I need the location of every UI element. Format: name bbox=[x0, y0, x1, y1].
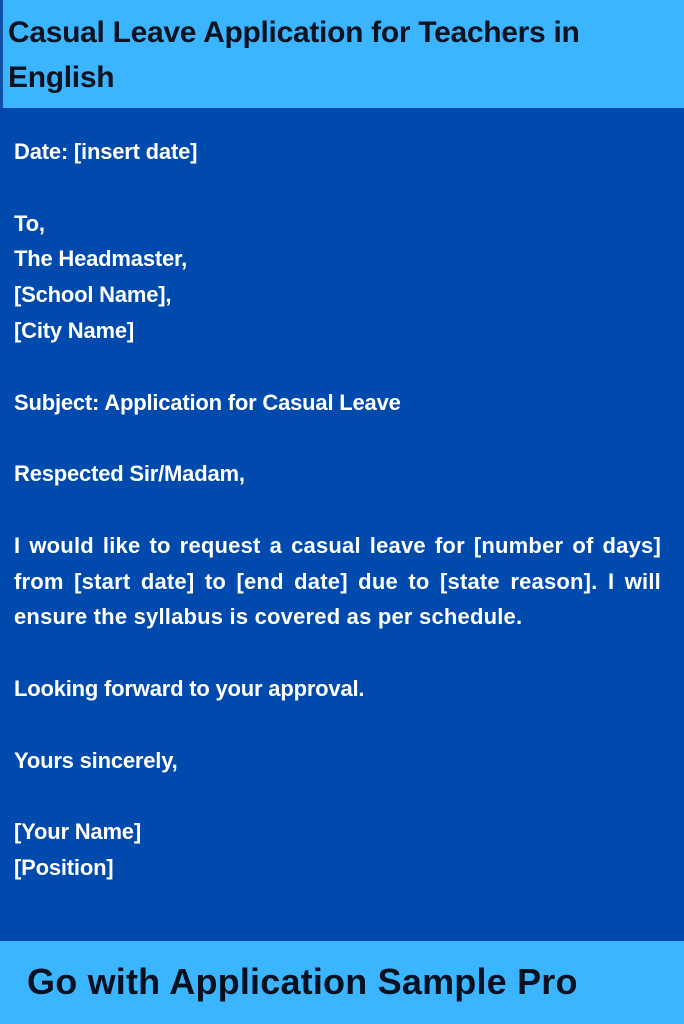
letter-sign-off: Yours sincerely, bbox=[14, 747, 178, 773]
letter-salutation: Respected Sir/Madam, bbox=[14, 461, 245, 487]
letter-school: [School Name], bbox=[14, 282, 172, 308]
letter-closing: Looking forward to your approval. bbox=[14, 675, 365, 701]
spacer bbox=[14, 349, 661, 385]
spacer bbox=[14, 420, 661, 456]
spacer bbox=[14, 170, 661, 206]
spacer bbox=[14, 635, 661, 671]
footer-banner bbox=[0, 941, 684, 1024]
letter-position: [Position] bbox=[14, 854, 114, 880]
letter-body bbox=[14, 134, 661, 886]
page-title: Casual Leave Application for Teachers in English bbox=[8, 16, 580, 94]
letter-to: To, bbox=[14, 210, 45, 236]
footer-brand-text: Go with Application Sample Pro bbox=[27, 960, 578, 1002]
title-banner bbox=[0, 0, 684, 108]
letter-recipient: The Headmaster, bbox=[14, 246, 188, 272]
letter-subject: Subject: Application for Casual Leave bbox=[14, 389, 401, 415]
spacer bbox=[14, 707, 661, 743]
spacer bbox=[14, 778, 661, 814]
letter-city: [City Name] bbox=[14, 317, 135, 343]
letter-paragraph: I would like to request a casual leave for [number of days] from [start date] to [end date] due to [state reason]. I will ensure the syllabus is covered as per schedule. bbox=[14, 532, 661, 630]
letter-date: Date: [insert date] bbox=[14, 139, 198, 164]
spacer bbox=[14, 492, 661, 528]
letter-your-name: [Your Name] bbox=[14, 819, 141, 845]
